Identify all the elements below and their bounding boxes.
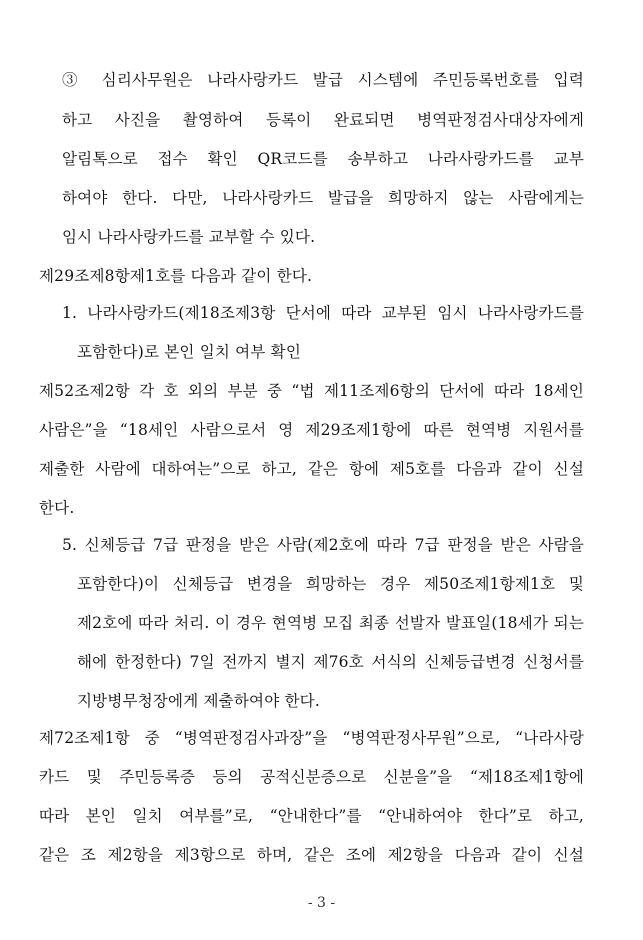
list-item-line: 포함한다)로 본인 일치 여부 확인: [77, 343, 302, 361]
paragraph-line: ③ 심리사무원은 나라사랑카드 발급 시스템에 주민등록번호를 입력: [62, 71, 584, 89]
paragraph-line: 임시 나라사랑카드를 교부할 수 있다.: [62, 228, 316, 246]
list-item-line: 1. 나라사랑카드(제18조제3항 단서에 따라 교부된 임시 나라사랑카드를: [62, 304, 584, 322]
paragraph-line: 하여야 한다. 다만, 나라사랑카드 발급을 희망하지 않는 사람에게는: [62, 189, 584, 207]
list-item-line: 해에 한정한다) 7일 전까지 별지 제76호 서식의 신체등급변경 신청서를: [77, 653, 584, 671]
list-item-line: 포함한다)이 신체등급 변경을 희망하는 경우 제50조제1항제1호 및: [77, 575, 584, 593]
paragraph-line: 하고 사진을 촬영하여 등록이 완료되면 병역판정검사대상자에게: [62, 111, 584, 129]
page-number: - 3 -: [307, 895, 336, 911]
amendment-heading: 제29조제8항제1호를 다음과 같이 한다.: [39, 267, 313, 285]
list-item-line: 5. 신체등급 7급 판정을 받은 사람(제2호에 따라 7급 판정을 받은 사람을: [62, 536, 584, 554]
list-item-line: 제2호에 따라 처리. 이 경우 현역병 모집 최종 선발자 발표일(18세가 되는: [77, 614, 584, 632]
paragraph-line: 알림톡으로 접수 확인 QR코드를 송부하고 나라사랑카드를 교부: [62, 150, 584, 168]
list-item-line: 지방병무청장에게 제출하여야 한다.: [77, 692, 320, 710]
amendment-line: 같은 조 제2항을 제3항으로 하며, 같은 조에 제2항을 다음과 같이 신설: [39, 846, 584, 864]
amendment-line: 카드 및 주민등록증 등의 공적신분증으로 신분을”을 “제18조제1항에: [39, 768, 584, 786]
amendment-line: 따라 본인 일치 여부를”로, “안내한다”를 “안내하여야 한다”로 하고,: [39, 807, 584, 825]
amendment-line: 제72조제1항 중 “병역판정검사과장”을 “병역판정사무원”으로, “나라사랑: [39, 729, 584, 747]
amendment-line: 한다.: [39, 499, 75, 517]
amendment-line: 제52조제2항 각 호 외의 부분 중 “법 제11조제6항의 단서에 따라 18세인: [39, 382, 584, 400]
amendment-line: 제출한 사람에 대하여는”으로 하고, 같은 항에 제5호를 다음과 같이 신설: [39, 460, 584, 478]
amendment-line: 사람은”을 “18세인 사람으로서 영 제29조제1항에 따른 현역병 지원서를: [39, 421, 584, 439]
